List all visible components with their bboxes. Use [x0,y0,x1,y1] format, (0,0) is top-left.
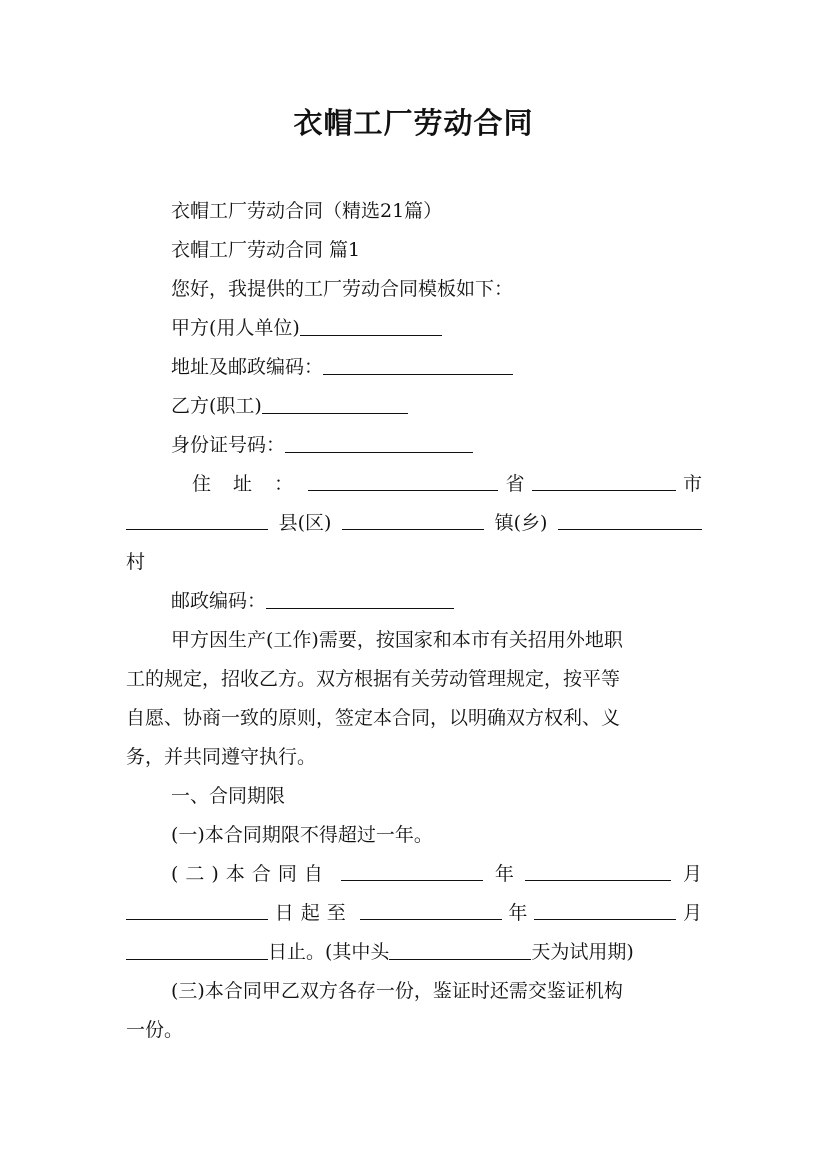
party-a-blank[interactable] [300,317,442,336]
probation-suffix: 天为试用期) [531,941,634,963]
end-day-blank[interactable] [126,941,268,960]
term-end-line [126,901,702,925]
party-b-blank[interactable] [262,395,408,414]
end-month-blank[interactable] [534,901,676,920]
county-blank[interactable] [342,511,484,530]
party-a-label: 甲方(用人单位) [171,317,300,339]
probation-label: 日止。(其中头 [268,941,390,963]
postcode-blank[interactable] [266,590,454,609]
address-postcode-line [171,355,513,379]
term-start-label: (二)本合同自 [171,863,330,885]
year-label: 年 [494,863,514,885]
body-paragraph-line: 自愿、协商一致的原则，签定本合同，以明确双方权利、义 [126,707,621,729]
start-year-blank[interactable] [341,862,483,881]
document-title: 衣帽工厂劳动合同 [293,106,534,140]
probation-line [126,940,634,964]
town-label: 镇(乡) [494,512,548,534]
body-paragraph-line: 工的规定，招收乙方。双方根据有关劳动管理规定，按平等 [126,668,621,690]
city-label: 市 [682,473,702,495]
body-paragraph-line: 务，并共同遵守执行。 [126,746,317,768]
id-number-label: 身份证号码： [171,434,286,456]
id-number-line [171,433,473,457]
year-label: 年 [508,902,528,924]
start-month-blank[interactable] [525,862,671,881]
county-label: 县(区) [278,512,332,534]
end-year-blank[interactable] [360,901,502,920]
term-end-label: 日起至 [274,902,353,924]
province-blank[interactable] [532,472,676,491]
village-label: 村 [126,551,146,573]
province-label: 省 [505,473,525,495]
clause-item-continuation: 一份。 [126,1019,184,1041]
postcode-label: 邮政编码： [171,590,267,612]
city-blank[interactable] [126,511,268,530]
address-postcode-label: 地址及邮政编码： [171,356,324,378]
residence-line [126,472,702,496]
clause-heading: 一、合同期限 [171,785,286,807]
body-paragraph-line: 甲方因生产(工作)需要，按国家和本市有关招用外地职 [171,629,623,651]
term-start-line [126,862,702,886]
party-a-line [171,316,442,340]
month-label: 月 [682,902,702,924]
residence-blank[interactable] [308,472,498,491]
postcode-line [171,589,454,613]
party-b-line [171,394,408,418]
id-number-blank[interactable] [285,434,473,453]
section-heading: 衣帽工厂劳动合同 篇1 [171,239,361,261]
county-town-line [126,511,702,535]
probation-days-blank[interactable] [389,941,531,960]
address-postcode-blank[interactable] [323,356,513,375]
clause-item: (三)本合同甲乙双方各存一份，鉴证时还需交鉴证机构 [171,980,623,1002]
start-day-blank[interactable] [126,901,268,920]
town-blank[interactable] [558,511,702,530]
party-b-label: 乙方(职工) [171,395,262,417]
clause-item: (一)本合同期限不得超过一年。 [171,824,433,846]
residence-label: 住 址 ： [192,473,302,495]
month-label: 月 [682,863,702,885]
subtitle-line: 衣帽工厂劳动合同（精选21篇） [171,200,443,222]
intro-line: 您好，我提供的工厂劳动合同模板如下： [171,278,514,300]
